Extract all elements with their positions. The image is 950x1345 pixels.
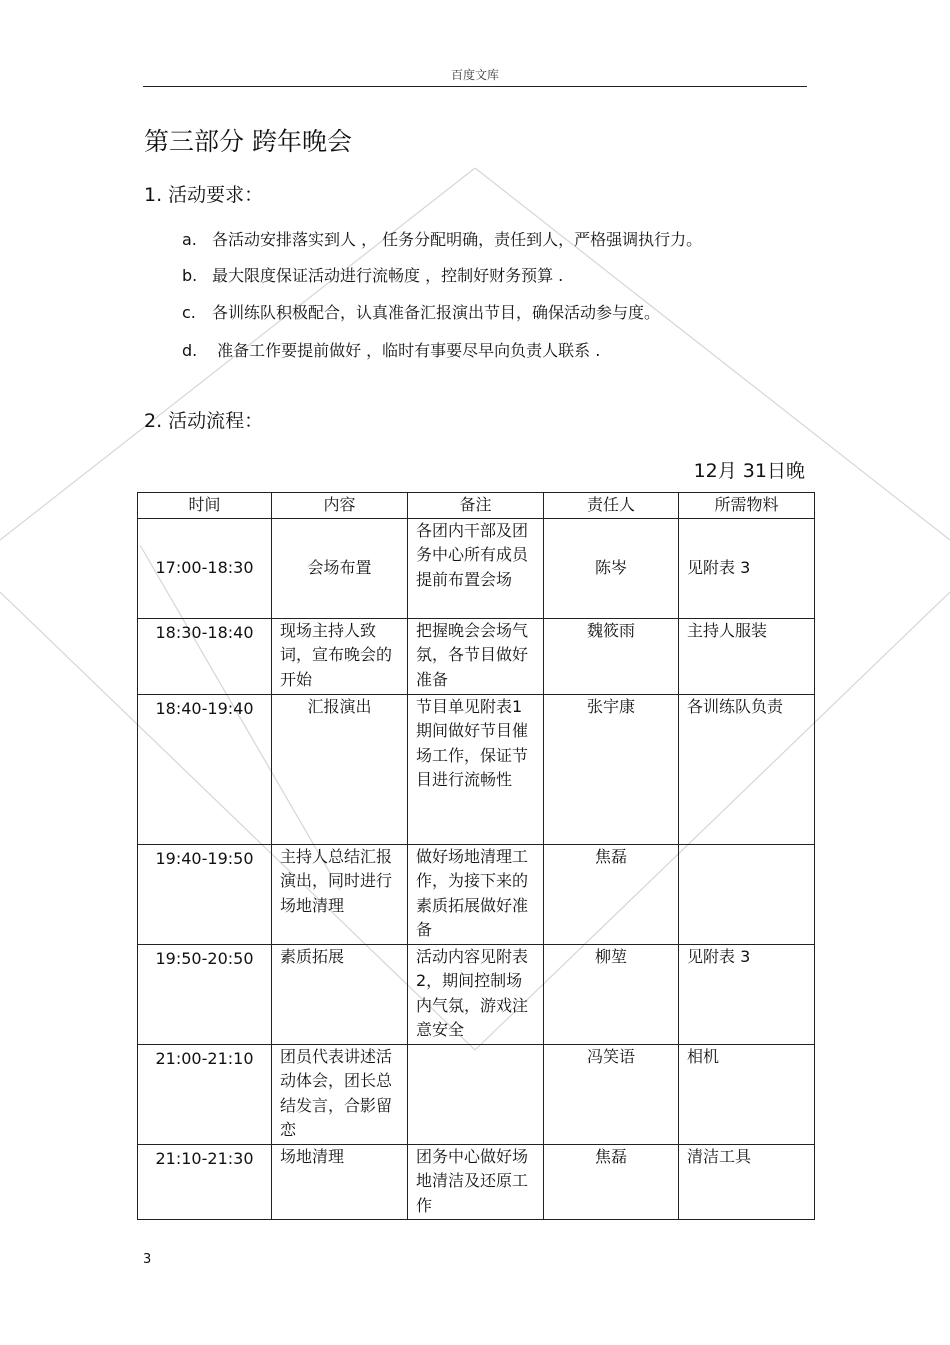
cell-time: 18:40-19:40 <box>138 694 272 844</box>
cell-content: 汇报演出 <box>272 694 408 844</box>
page-number: 3 <box>143 1252 152 1267</box>
cell-time: 19:50-20:50 <box>138 944 272 1044</box>
requirement-item <box>182 300 660 323</box>
cell-person: 张宇康 <box>544 694 679 844</box>
item-marker: a. <box>182 230 197 249</box>
cell-materials: 清洁工具 <box>679 1144 815 1219</box>
cell-person: 魏筱雨 <box>544 618 679 694</box>
requirement-item <box>182 338 600 361</box>
item-text: 最大限度保证活动进行流畅度 ，控制好财务预算 . <box>212 266 564 285</box>
cell-materials: 见附表 3 <box>679 518 815 618</box>
item-text: 各训练队积极配合，认真准备汇报演出节目，确保活动参与度。 <box>212 303 661 322</box>
item-marker: d. <box>182 341 198 360</box>
table-row <box>138 844 815 944</box>
table-row <box>138 1144 815 1219</box>
column-header-time: 时间 <box>138 493 272 519</box>
event-date: 12月 31日晚 <box>693 460 805 482</box>
cell-content: 主持人总结汇报演出，同时进行场地清理 <box>272 844 408 944</box>
item-text: 准备工作要提前做好 ，临时有事要尽早向负责人联系 . <box>212 341 601 360</box>
cell-materials: 见附表 3 <box>679 944 815 1044</box>
cell-person: 柳堃 <box>544 944 679 1044</box>
section-requirements-heading: 1. 活动要求： <box>144 184 264 206</box>
cell-time: 18:30-18:40 <box>138 618 272 694</box>
header-divider <box>143 86 807 87</box>
cell-note: 活动内容见附表 2，期间控制场内气氛，游戏注意安全 <box>408 944 544 1044</box>
table-row <box>138 694 815 844</box>
column-header-content: 内容 <box>272 493 408 519</box>
table-row <box>138 518 815 618</box>
cell-time: 19:40-19:50 <box>138 844 272 944</box>
cell-note <box>408 1044 544 1144</box>
item-marker: b. <box>182 266 198 285</box>
table-row <box>138 944 815 1044</box>
cell-person: 焦磊 <box>544 1144 679 1219</box>
part-title: 第三部分 跨年晚会 <box>144 127 352 156</box>
cell-materials: 相机 <box>679 1044 815 1144</box>
schedule-table <box>137 492 815 1220</box>
requirement-item <box>182 227 702 250</box>
cell-time: 21:10-21:30 <box>138 1144 272 1219</box>
section-process-heading: 2. 活动流程： <box>144 410 264 432</box>
cell-person: 焦磊 <box>544 844 679 944</box>
cell-note: 各团内干部及团务中心所有成员提前布置会场 <box>408 518 544 618</box>
column-header-note: 备注 <box>408 493 544 519</box>
cell-note: 节目单见附表1期间做好节目催场工作，保证节目进行流畅性 <box>408 694 544 844</box>
cell-person: 冯笑语 <box>544 1044 679 1144</box>
cell-note: 做好场地清理工作，为接下来的素质拓展做好准备 <box>408 844 544 944</box>
cell-content: 会场布置 <box>272 518 408 618</box>
column-header-materials: 所需物料 <box>679 493 815 519</box>
table-header-row <box>138 493 815 519</box>
cell-note: 把握晚会会场气氛，各节目做好准备 <box>408 618 544 694</box>
cell-person: 陈岑 <box>544 518 679 618</box>
cell-materials: 主持人服装 <box>679 618 815 694</box>
cell-time: 21:00-21:10 <box>138 1044 272 1144</box>
cell-content: 团员代表讲述活动体会，团长总结发言，合影留恋 <box>272 1044 408 1144</box>
requirement-item <box>182 263 563 286</box>
cell-note: 团务中心做好场地清洁及还原工作 <box>408 1144 544 1219</box>
cell-content: 场地清理 <box>272 1144 408 1219</box>
cell-materials: 各训练队负责 <box>679 694 815 844</box>
cell-content: 现场主持人致词，宣布晚会的开始 <box>272 618 408 694</box>
cell-materials <box>679 844 815 944</box>
item-marker: c. <box>182 303 196 322</box>
table-row <box>138 1044 815 1144</box>
item-text: 各活动安排落实到人 ， 任务分配明确，责任到人，严格强调执行力。 <box>212 230 703 249</box>
table-row <box>138 618 815 694</box>
cell-content: 素质拓展 <box>272 944 408 1044</box>
document-header: 百度文库 <box>450 68 499 82</box>
cell-time: 17:00-18:30 <box>138 518 272 618</box>
column-header-person: 责任人 <box>544 493 679 519</box>
